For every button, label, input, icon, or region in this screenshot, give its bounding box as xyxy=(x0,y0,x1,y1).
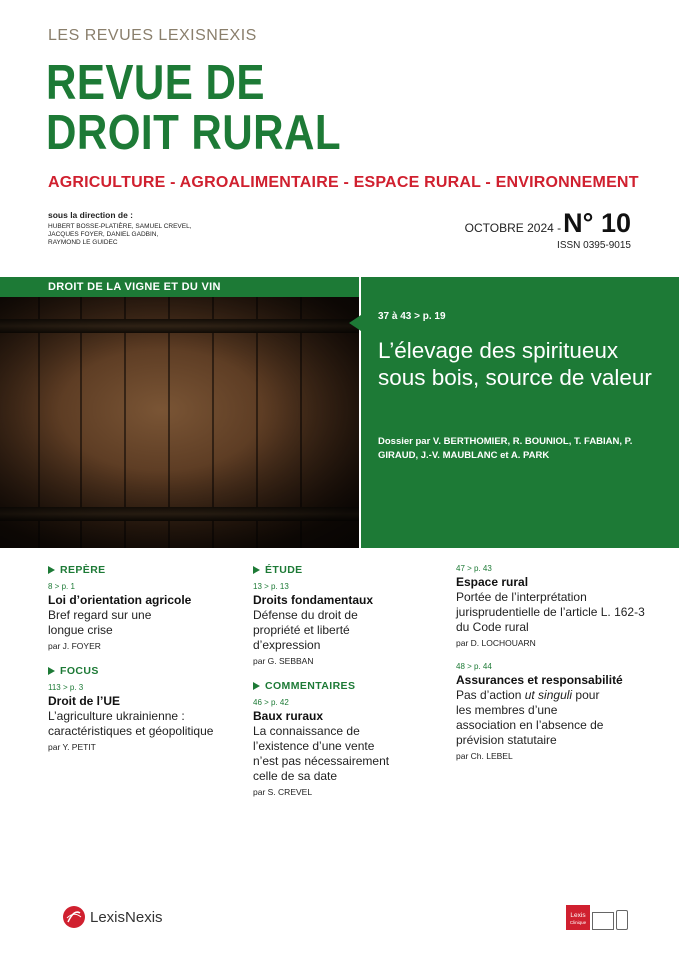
toc-article[interactable] xyxy=(456,662,656,761)
issue-info xyxy=(465,208,631,251)
journal-subtitle: AGRICULTURE - AGROALIMENTAIRE - ESPACE RURAL - ENVIRONNEMENT xyxy=(48,174,639,191)
article-heading: Droits fondamentaux xyxy=(253,593,374,607)
article-body: L’agriculture ukrainienne : caractéristiques et géopolitique xyxy=(48,709,214,738)
issn: ISSN 0395-9015 xyxy=(557,240,631,251)
article-ref: 46 > p. 42 xyxy=(253,698,289,707)
triangle-icon xyxy=(253,566,260,574)
section-header-focus xyxy=(48,665,238,677)
device-icons xyxy=(566,905,628,930)
issue-date: OCTOBRE 2024 - xyxy=(464,221,562,235)
journal-title xyxy=(46,58,341,158)
triangle-icon xyxy=(48,566,55,574)
toc-column-1 xyxy=(48,564,238,766)
feature-panel xyxy=(361,277,679,548)
article-heading: Loi d’orientation agricole xyxy=(48,593,192,607)
feature-title: L’élevage des spiritueux sous bois, source de valeur xyxy=(378,338,652,390)
brand-name: LexisNexis xyxy=(90,908,163,926)
article-body: Bref regard sur une longue crise xyxy=(48,608,152,637)
article-ref: 47 > p. 43 xyxy=(456,564,492,573)
article-author: par S. CREVEL xyxy=(253,787,313,797)
toc-article[interactable] xyxy=(48,683,238,752)
article-author: par G. SEBBAN xyxy=(253,656,314,666)
feature-authors: Dossier par V. BERTHOMIER, R. BOUNIOL, T. FABIAN, P. GIRAUD, J.-V. MAUBLANC et A. PARK xyxy=(378,436,633,461)
article-author: par Ch. LEBEL xyxy=(456,751,513,761)
section-header-etude xyxy=(253,564,443,576)
article-body: Défense du droit de propriété et liberté d’expression xyxy=(253,608,358,652)
laptop-icon xyxy=(592,912,614,930)
article-body: Portée de l’interprétation jurisprudentielle de l’article L. 162-3 du Code rural xyxy=(456,590,645,634)
lexis-badge-line1: Lexis xyxy=(570,912,586,919)
series-name: LES REVUES LEXISNEXIS xyxy=(48,27,257,44)
article-heading: Assurances et responsabilité xyxy=(456,673,623,687)
lexisnexis-emblem-icon xyxy=(62,905,86,929)
lexis-badge-line2: Clinique xyxy=(569,920,587,925)
article-heading: Baux ruraux xyxy=(253,709,324,723)
article-ref: 113 > p. 3 xyxy=(48,683,84,692)
feature-rubric: DROIT DE LA VIGNE ET DU VIN xyxy=(0,277,359,297)
issue-number: N° 10 xyxy=(563,208,631,238)
section-label: ÉTUDE xyxy=(265,564,303,576)
feature-ref: 37 à 43 > p. 19 xyxy=(378,311,446,322)
direction-label: sous la direction de : xyxy=(48,210,134,220)
article-body: La connaissance de l’existence d’une vente n’est pas nécessairement celle de sa date xyxy=(253,724,390,783)
toc-article[interactable] xyxy=(456,564,656,648)
article-ref: 48 > p. 44 xyxy=(456,662,492,671)
direction-names xyxy=(48,223,192,247)
toc-column-2 xyxy=(253,564,443,811)
toc-article[interactable] xyxy=(253,582,443,666)
section-label: REPÈRE xyxy=(60,564,106,576)
lexisnexis-logo xyxy=(62,905,163,929)
toc-article[interactable] xyxy=(253,698,443,797)
article-body xyxy=(456,688,616,748)
journal-title-line1: REVUE DE xyxy=(46,56,265,110)
direction-line: JACQUES FOYER, DANIEL GADBIN, xyxy=(48,231,159,238)
journal-title-line2: DROIT RURAL xyxy=(46,106,342,160)
triangle-icon xyxy=(253,682,260,690)
barrel-photo xyxy=(0,297,359,548)
toc-column-3 xyxy=(456,564,656,775)
section-label: FOCUS xyxy=(60,665,99,677)
article-body-text: pour les membres d’une association en l’absence de prévision statutaire xyxy=(456,688,604,747)
section-header-repere xyxy=(48,564,238,576)
article-heading: Espace rural xyxy=(456,575,529,589)
section-label: COMMENTAIRES xyxy=(265,680,356,692)
article-ref: 8 > p. 1 xyxy=(48,582,75,591)
article-ref: 13 > p. 13 xyxy=(253,582,289,591)
toc-article[interactable] xyxy=(48,582,238,651)
lexis-badge xyxy=(566,905,590,930)
article-body-italic: ut singuli xyxy=(524,688,573,702)
section-header-commentaires xyxy=(253,680,443,692)
article-author: par Y. PETIT xyxy=(48,742,96,752)
triangle-icon xyxy=(48,667,55,675)
article-body-text: Pas d’action xyxy=(456,688,525,702)
article-author: par D. LOCHOUARN xyxy=(456,638,536,648)
article-heading: Droit de l’UE xyxy=(48,694,121,708)
direction-line: RAYMOND LE GUIDEC xyxy=(48,239,118,246)
article-author: par J. FOYER xyxy=(48,641,101,651)
tablet-icon xyxy=(616,910,628,930)
direction-line: HUBERT BOSSE-PLATIÈRE, SAMUEL CREVEL, xyxy=(48,223,192,230)
editorial-direction xyxy=(48,211,192,247)
